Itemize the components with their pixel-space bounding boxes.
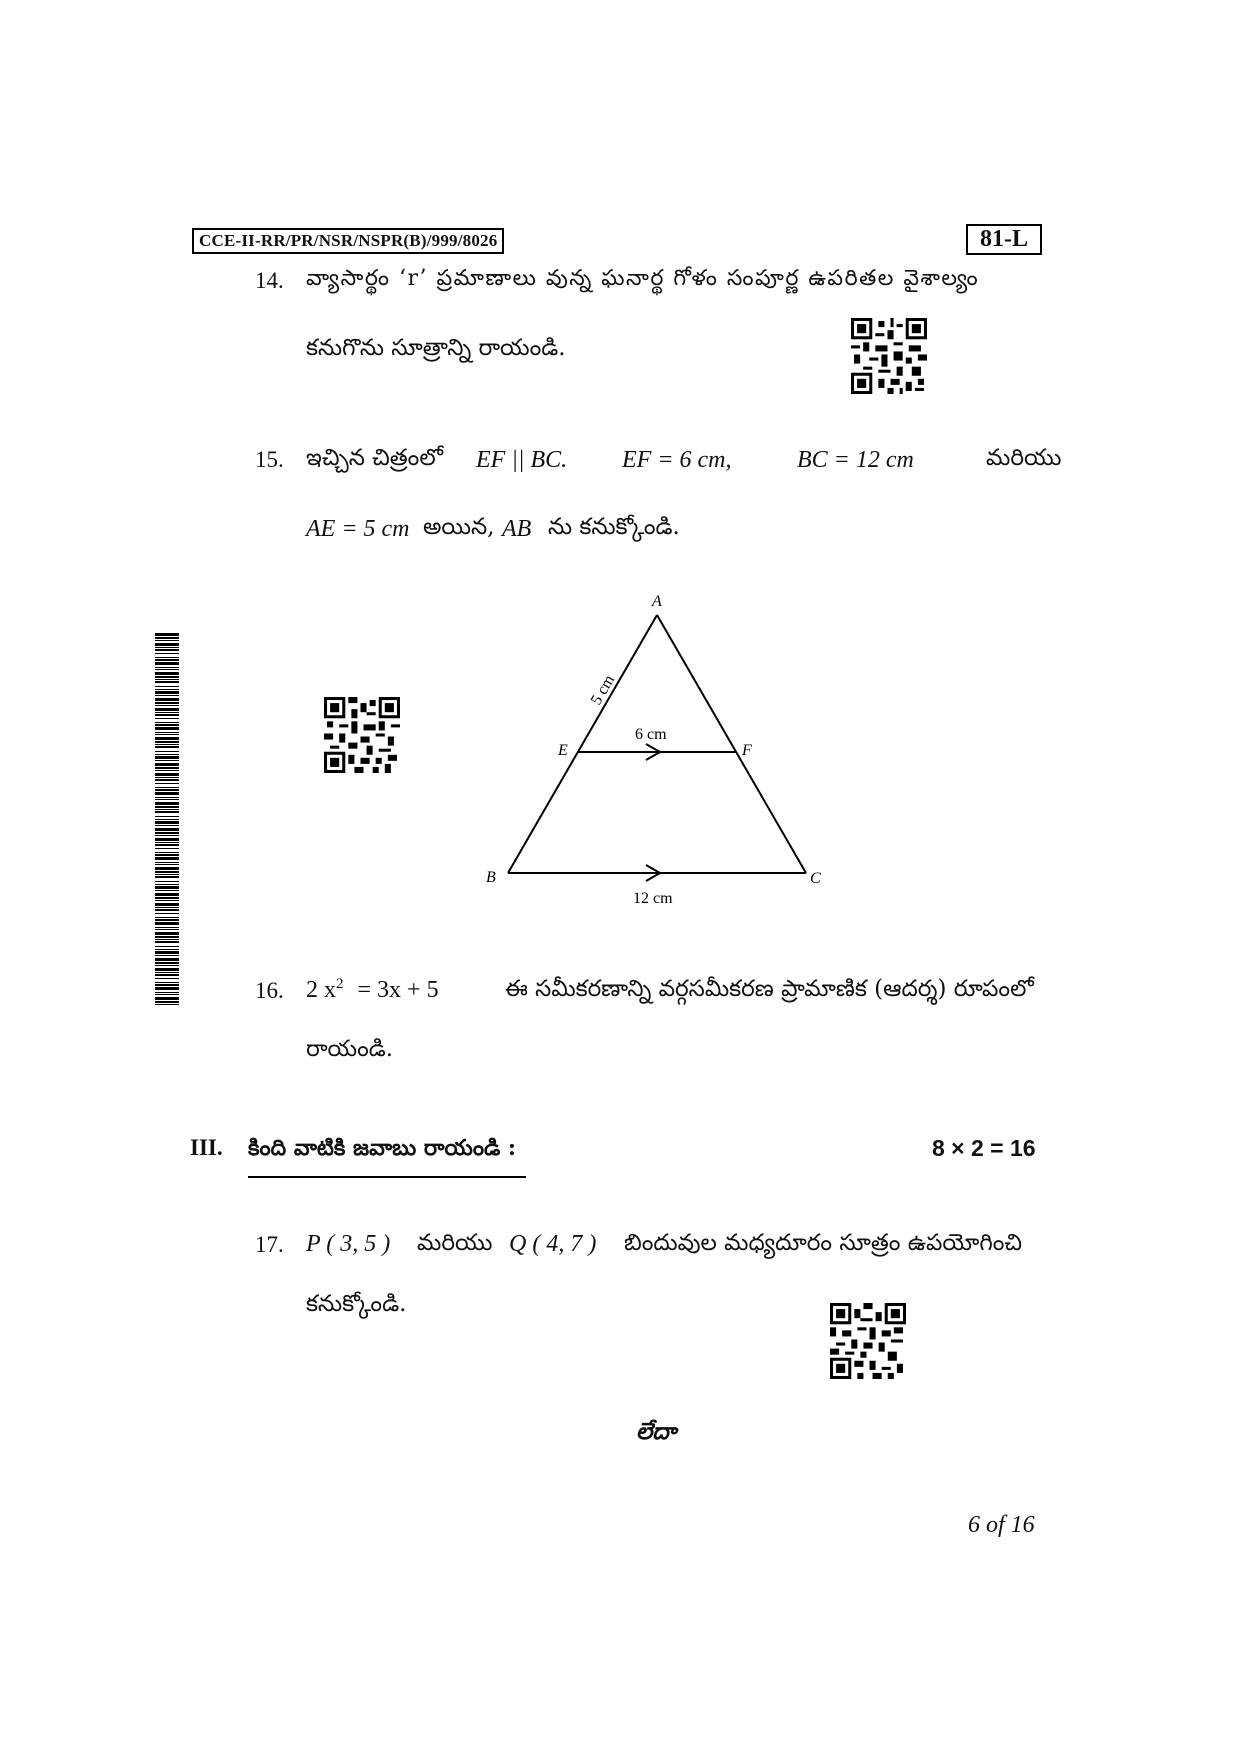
q15-given: అయిన, bbox=[423, 514, 495, 540]
q16-equation-exponent: 2 bbox=[336, 976, 344, 992]
point-f-label: F bbox=[742, 742, 752, 759]
q15-ae-value: AE = 5 cm bbox=[306, 516, 410, 542]
q14-line1: వ్యాసార్థం ‘r’ ప్రమాణాలు వున్న ఘనార్థ గోళం సంపూర్ణ ఉపరితల వైశాల్యం bbox=[306, 266, 980, 291]
q17-and: మరియు bbox=[417, 1230, 493, 1256]
section-number: III. bbox=[190, 1135, 223, 1160]
side-ac bbox=[657, 615, 806, 873]
q17-line1-rest: బిందువుల మధ్యదూరం సూత్రం ఉపయోగించి bbox=[624, 1230, 1023, 1256]
q15-ef-value: EF = 6 cm, bbox=[622, 447, 732, 473]
q15-bc-value: BC = 12 cm bbox=[797, 447, 914, 473]
q16-number: 16. bbox=[255, 978, 284, 1003]
q17-number: 17. bbox=[255, 1232, 284, 1257]
q14-line2: కనుగొను సూత్రాన్ని రాయండి. bbox=[306, 335, 566, 361]
q14-number: 14. bbox=[255, 268, 284, 293]
paper-code: 81-L bbox=[966, 224, 1042, 255]
q15-parallel: EF || BC. bbox=[476, 447, 568, 473]
q15-number: 15. bbox=[255, 447, 284, 472]
exam-code: CCE-II-RR/PR/NSR/NSPR(B)/999/8026 bbox=[192, 228, 504, 254]
q16-equation bbox=[306, 976, 439, 1004]
q17-line2: కనుక్కోండి. bbox=[306, 1291, 407, 1317]
qr-code-icon bbox=[851, 318, 927, 394]
section-marks: 8 × 2 = 16 bbox=[932, 1135, 1036, 1161]
page-number: 6 of 16 bbox=[968, 1512, 1035, 1538]
bc-length-label: 12 cm bbox=[633, 890, 673, 907]
qr-code-icon bbox=[324, 697, 400, 773]
q16-equation-lhs: 2 x bbox=[306, 977, 336, 1003]
side-ab bbox=[508, 615, 657, 873]
q15-and: మరియు bbox=[986, 445, 1062, 471]
q17-point-p: P ( 3, 5 ) bbox=[306, 1231, 391, 1257]
q15-ab: AB bbox=[502, 516, 532, 542]
ef-length-label: 6 cm bbox=[635, 726, 667, 743]
vertex-a-label: A bbox=[652, 593, 662, 610]
section-title: కింది వాటికి జవాబు రాయండి : bbox=[248, 1135, 526, 1178]
q16-line2: రాయండి. bbox=[306, 1036, 394, 1062]
triangle-figure bbox=[470, 590, 840, 920]
or-divider-text: లేదా bbox=[636, 1418, 677, 1445]
q16-line1: ఈ సమీకరణాన్ని వర్గసమీకరణ ప్రామాణిక (ఆదర్శ) రూపంలో bbox=[505, 976, 1034, 1002]
q17-point-q: Q ( 4, 7 ) bbox=[509, 1231, 597, 1257]
vertex-c-label: C bbox=[810, 870, 821, 887]
qr-code-icon bbox=[830, 1303, 906, 1379]
vertex-b-label: B bbox=[486, 869, 496, 886]
barcode-icon bbox=[155, 633, 179, 1005]
q16-equation-rhs: = 3x + 5 bbox=[357, 977, 439, 1003]
ae-length-label: 5 cm bbox=[587, 672, 619, 708]
q15-line1-text: ఇచ్చిన చిత్రంలో bbox=[306, 445, 443, 471]
q15-find: ను కనుక్కోండి. bbox=[548, 514, 680, 540]
point-e-label: E bbox=[558, 742, 568, 759]
